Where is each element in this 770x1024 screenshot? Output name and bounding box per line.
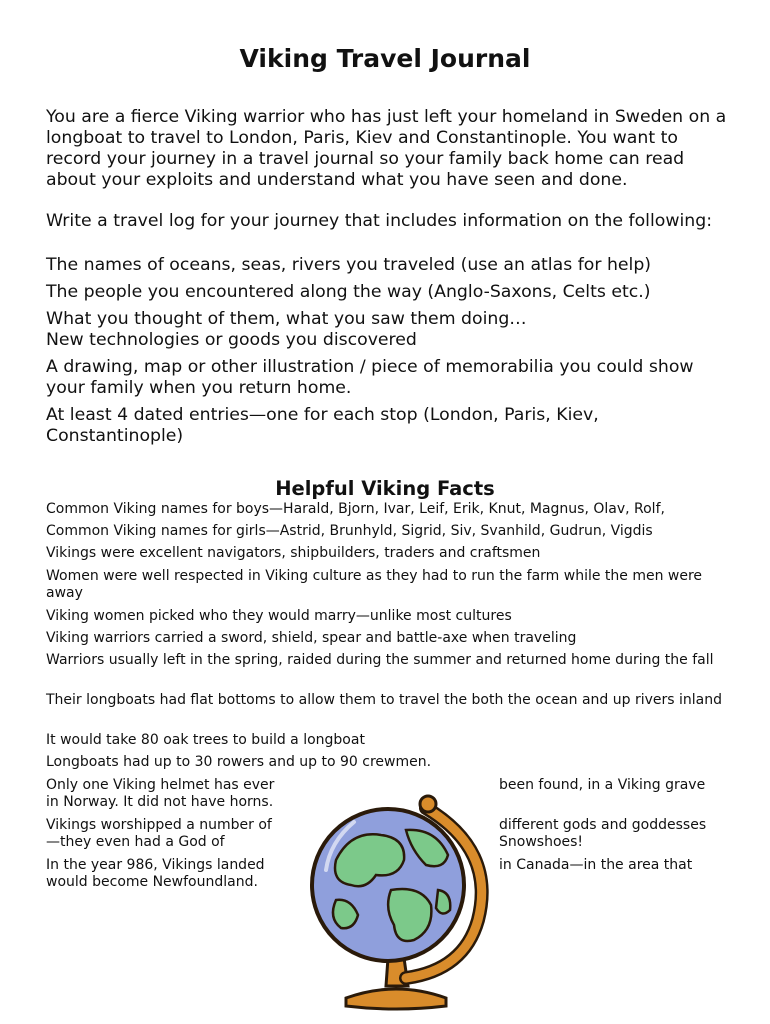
fact-gods-left: Vikings worshipped a number of: [46, 817, 272, 833]
task-item: What you thought of them, what you saw them doing…: [46, 309, 527, 329]
fact-helmet-cont: in Norway. It did not have horns.: [46, 794, 274, 810]
intro-paragraph: You are a fierce Viking warrior who has just left your homeland in Sweden on a longboat to travel to London, Paris, Kiev and Constantinople. You want to record your journey in a travel journal so your family back home can read about your exploits and understand what you have seen and done.: [46, 107, 727, 190]
fact-item: It would take 80 oak trees to build a longboat: [46, 732, 365, 748]
fact-item: Warriors usually left in the spring, raided during the summer and returned home during the fall: [46, 652, 714, 668]
fact-item: Vikings were excellent navigators, shipbuilders, traders and craftsmen: [46, 545, 541, 561]
fact-gods-cont: —they even had a God of: [46, 834, 225, 850]
task-item: The names of oceans, seas, rivers you traveled (use an atlas for help): [46, 255, 652, 275]
facts-heading: Helpful Viking Facts: [275, 477, 495, 500]
fact-item: Common Viking names for boys—Harald, Bjorn, Ivar, Leif, Erik, Knut, Magnus, Olav, Rolf,: [46, 501, 665, 517]
fact-item: Viking women picked who they would marry—unlike most cultures: [46, 608, 512, 624]
fact-item: Longboats had up to 30 rowers and up to 90 crewmen.: [46, 754, 432, 770]
page-title: Viking Travel Journal: [239, 44, 531, 73]
globe-icon: [296, 790, 496, 1015]
task-item: A drawing, map or other illustration / piece of memorabilia you could show your family when you return home.: [46, 357, 694, 398]
fact-item: Common Viking names for girls—Astrid, Brunhyld, Sigrid, Siv, Svanhild, Gudrun, Vigdis: [46, 523, 653, 539]
fact-item: Viking warriors carried a sword, shield, spear and battle-axe when traveling: [46, 630, 577, 646]
task-item: At least 4 dated entries—one for each stop (London, Paris, Kiev, Constantinople): [46, 405, 599, 446]
fact-gods-cont-right: Snowshoes!: [499, 834, 584, 850]
task-intro: Write a travel log for your journey that includes information on the following:: [46, 211, 713, 231]
fact-gods-right: different gods and goddesses: [499, 817, 707, 833]
fact-helmet-left: Only one Viking helmet has ever: [46, 777, 275, 793]
task-item: New technologies or goods you discovered: [46, 330, 417, 350]
fact-canada-cont: would become Newfoundland.: [46, 874, 258, 890]
task-item: The people you encountered along the way (Anglo-Saxons, Celts etc.): [46, 282, 651, 302]
fact-item: Women were well respected in Viking culture as they had to run the farm while the men were away: [46, 568, 703, 601]
fact-helmet-right: been found, in a Viking grave: [499, 777, 706, 793]
fact-item: Their longboats had flat bottoms to allow them to travel the both the ocean and up rivers inland: [46, 692, 723, 708]
fact-canada-right: in Canada—in the area that: [499, 857, 693, 873]
fact-canada-left: In the year 986, Vikings landed: [46, 857, 265, 873]
